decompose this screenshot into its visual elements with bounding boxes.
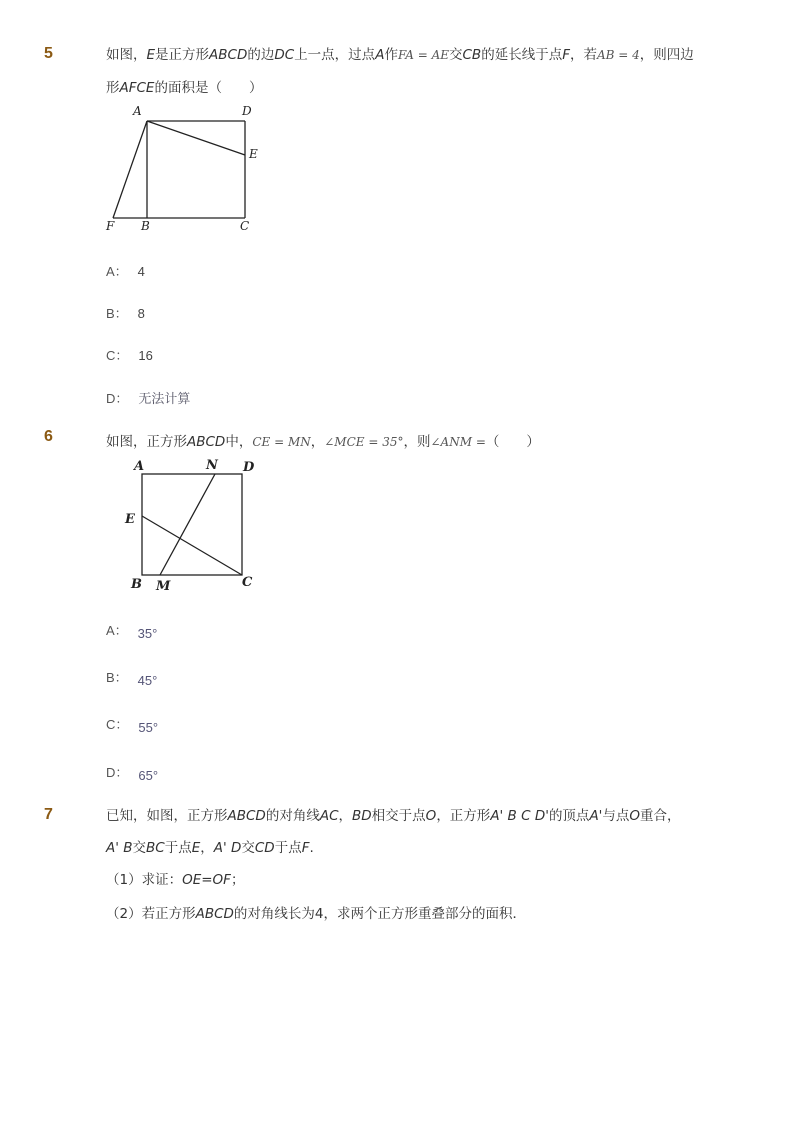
q7-stem-line1: 已知，如图，正方形ABCD的对角线AC，BD相交于点O，正方形A' B C D'的顶点A'与点O重合，: [106, 808, 681, 824]
q5-segment-AE: [147, 121, 245, 155]
q5-label-A: A: [133, 104, 142, 118]
q6-label-A: A: [134, 459, 145, 474]
q5-option-c[interactable]: C： 16: [106, 348, 153, 363]
q5-stem-line2: 形AFCE的面积是（ ）: [106, 80, 263, 96]
q5-segment-AF: [113, 121, 147, 218]
q6-option-a[interactable]: A： 35°: [106, 623, 158, 641]
question-number-5: 5: [44, 45, 53, 62]
q6-label-M: M: [156, 579, 171, 594]
q6-label-D: D: [243, 460, 255, 475]
q7-part-1: （1）求证：OE=OF；: [106, 872, 245, 888]
q6-option-d[interactable]: D： 65°: [106, 765, 159, 783]
q6-label-E: E: [125, 512, 135, 527]
question-number-6: 6: [44, 428, 53, 445]
q5-option-b[interactable]: B： 8: [106, 306, 145, 321]
q6-figure: [120, 455, 270, 595]
q6-option-b[interactable]: B： 45°: [106, 670, 158, 688]
q6-stem-line1: 如图，正方形ABCD中，CE = MN，∠MCE = 35°，则∠ANM =（ ）: [106, 434, 540, 450]
question-number-7: 7: [44, 806, 53, 823]
q6-segment-NM: [160, 474, 215, 575]
q5-option-d[interactable]: D： 无法计算: [106, 391, 191, 406]
q5-option-a[interactable]: A： 4: [106, 264, 145, 279]
q5-figure: [100, 100, 270, 240]
q6-segment-EC: [142, 516, 242, 575]
q6-label-B: B: [131, 577, 142, 592]
q6-label-N: N: [206, 458, 218, 473]
q5-label-B: B: [141, 219, 150, 233]
q5-label-E: E: [249, 147, 258, 161]
q7-stem-line2: A' B交BC于点E，A' D交CD于点F.: [106, 840, 314, 856]
q6-label-C: C: [242, 575, 253, 590]
q5-stem-line1: 如图，E是正方形ABCD的边DC上一点，过点A作FA = AE交CB的延长线于点F，若AB = 4，则四边: [106, 47, 694, 63]
q5-label-C: C: [240, 219, 250, 233]
q6-option-c[interactable]: C： 55°: [106, 717, 159, 735]
q5-label-F: F: [106, 219, 115, 233]
q5-label-D: D: [242, 104, 252, 118]
q7-part-2: （2）若正方形ABCD的对角线长为4，求两个正方形重叠部分的面积．: [106, 906, 527, 922]
